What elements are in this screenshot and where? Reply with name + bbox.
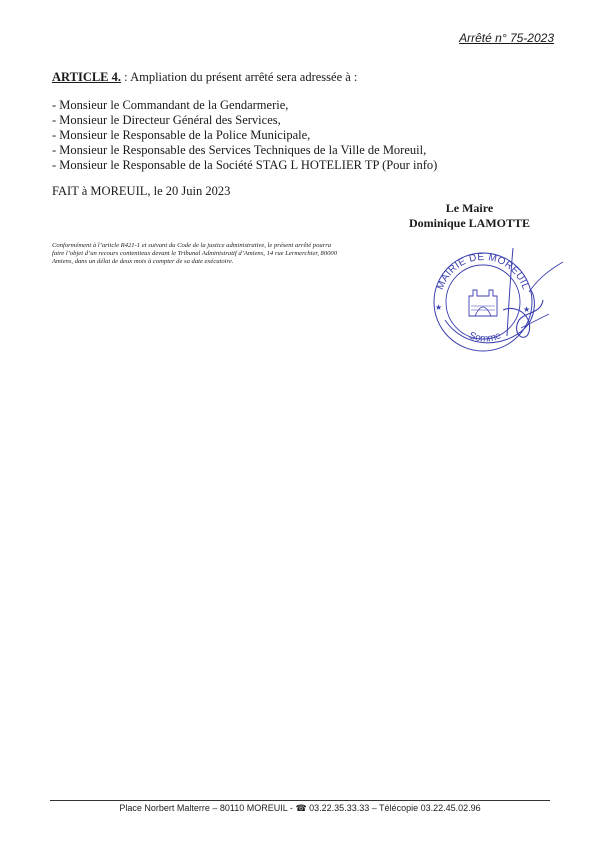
recipient-item: - Monsieur le Commandant de la Gendarmerie, <box>52 98 289 112</box>
recipient-item: - Monsieur le Responsable de la Société STAG L HOTELIER TP (Pour info) <box>52 158 438 172</box>
signatory-role: Le Maire <box>445 201 494 215</box>
place-and-date: FAIT à MOREUIL, le 20 Juin 2023 <box>52 184 231 198</box>
svg-text:Somme <box>467 330 503 345</box>
seal-top-text: MAIRIE DE MOREUIL <box>435 251 531 292</box>
footer-address: Place Norbert Malterre – 80110 MOREUIL - <box>119 803 296 813</box>
mayor-seal-and-signature <box>425 240 570 365</box>
recipient-item: - Monsieur le Responsable des Services Techniques de la Ville de Moreuil, <box>52 143 427 157</box>
article-4 <box>52 70 357 85</box>
seal-star-icon: ★ <box>435 303 443 312</box>
recipient-list <box>52 98 437 173</box>
footer-divider <box>50 800 550 801</box>
footer <box>0 803 600 814</box>
legal-notice: Conformément à l’article R421-1 et suivant du Code de la justice administrative, le présent arrêté pourra faire l’objet d’un recours contentieux devant le Tribunal Administratif d’Amiens, 14 rue Lermerchier, 80000 Amiens, dans un délai de deux mois à compter de sa date exécutoire. <box>52 242 338 265</box>
signatory-name: Dominique LAMOTTE <box>408 216 530 230</box>
decree-reference: Arrêté n° 75-2023 <box>459 31 554 45</box>
seal-emblem <box>469 290 497 316</box>
article-title: ARTICLE 4. <box>52 70 122 84</box>
recipient-item: - Monsieur le Responsable de la Police Municipale, <box>52 128 311 142</box>
seal-bottom-text: Somme <box>467 330 503 345</box>
footer-contact: 03.22.35.33.33 – Télécopie 03.22.45.02.96 <box>306 803 481 813</box>
signatory-block <box>409 201 530 231</box>
seal-star-icon: ★ <box>523 305 531 314</box>
telephone-icon: ☎ <box>295 803 307 813</box>
recipient-item: - Monsieur le Directeur Général des Services, <box>52 113 281 127</box>
article-text: : Ampliation du présent arrêté sera adressée à : <box>121 70 358 84</box>
